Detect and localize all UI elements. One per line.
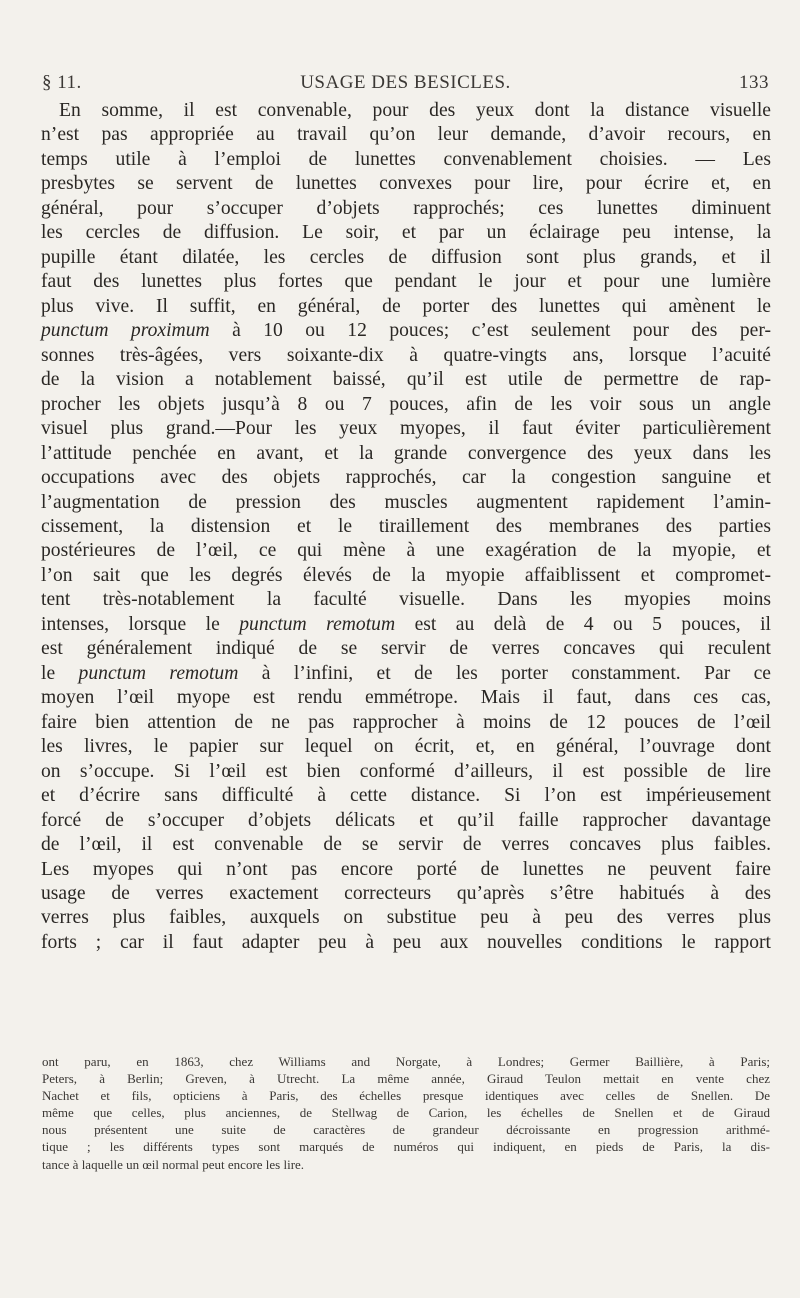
text-line: on s’occupe. Si l’œil est bien conformé d’ailleurs, il est possible de lire (41, 760, 771, 782)
footnote (42, 1053, 770, 1173)
text-line: moyen l’œil myope est rendu emmétrope. Mais il faut, dans ces cas, (41, 687, 771, 709)
text-line: punctum proximum à 10 ou 12 pouces; c’est seulement pour des per- (41, 320, 771, 342)
running-title: USAGE DES BESICLES. (300, 72, 511, 93)
footnote-line: Nachet et fils, opticiens à Paris, des échelles presque identiques avec celles de Snellen. De (42, 1088, 770, 1104)
text-line: Les myopes qui n’ont pas encore porté de lunettes ne peuvent faire (41, 858, 771, 880)
text-line: de l’œil, il est convenable de se servir de verres concaves plus faibles. (41, 834, 771, 856)
text-line: cissement, la distension et le tiraillement des membranes des parties (41, 515, 771, 537)
running-head (42, 72, 769, 98)
text-line: faire bien attention de ne pas rapprocher à moins de 12 pouces de l’œil (41, 711, 771, 733)
text-line: le punctum remotum à l’infini, et de les porter constamment. Par ce (41, 662, 772, 684)
footnote-line: même que celles, plus anciennes, de Stellwag de Carion, les échelles de Snellen et de Giraud (42, 1105, 770, 1121)
text-line: visuel plus grand.—Pour les yeux myopes, il faut éviter particulièrement (41, 418, 771, 440)
text-line: l’on sait que les degrés élevés de la myopie affaiblissent et compromet- (41, 564, 771, 586)
text-line: de la vision a notablement baissé, qu’il est utile de permettre de rap- (41, 369, 771, 391)
footnote-line: tique ; les différents types sont marqués de numéros qui indiquent, en pieds de Paris, la dis- (42, 1139, 770, 1155)
main-paragraph (41, 99, 771, 955)
text-line: l’attitude penchée en avant, et la grande convergence des yeux dans les (41, 442, 771, 464)
text-line: postérieures de l’œil, ce qui mène à une exagération de la myopie, et (41, 540, 771, 562)
text-line: forcé de s’occuper d’objets délicats et qu’il faille rapprocher davantage (41, 809, 771, 831)
text-line: les cercles de diffusion. Le soir, et par un éclairage peu intense, la (41, 222, 771, 244)
text-line: n’est pas appropriée au travail qu’on leur demande, d’avoir recours, en (41, 124, 771, 146)
section-number: § 11. (42, 72, 82, 93)
text-line: forts ; car il faut adapter peu à peu aux nouvelles conditions le rapport (41, 931, 771, 953)
text-line: général, pour s’occuper d’objets rapprochés; ces lunettes diminuent (41, 197, 771, 219)
text-line: occupations avec des objets rapprochés, car la congestion sanguine et (41, 467, 771, 489)
text-line: les livres, le papier sur lequel on écrit, et, en général, l’ouvrage dont (41, 736, 771, 758)
page-number: 133 (739, 72, 769, 93)
text-line: En somme, il est convenable, pour des yeux dont la distance visuelle (59, 100, 771, 121)
text-line: usage de verres exactement correcteurs qu’après s’être habitués à des (41, 883, 771, 904)
text-line: pupille étant dilatée, les cercles de diffusion sont plus grands, et il (41, 246, 771, 268)
footnote-line: nous présentent une suite de caractères de grandeur décroissante en progression arithmé- (42, 1122, 770, 1138)
text-line: verres plus faibles, auxquels on substitue peu à peu des verres plus (41, 907, 771, 929)
text-line: est généralement indiqué de se servir de verres concaves qui reculent (41, 638, 771, 660)
text-line: plus vive. Il suffit, en général, de porter des lunettes qui amènent le (41, 295, 771, 317)
text-line: procher les objets jusqu’à 8 ou 7 pouces, afin de les voir sous un angle (41, 393, 771, 415)
text-line: l’augmentation de pression des muscles augmentent rapidement l’amin- (41, 491, 771, 513)
footnote-line: ont paru, en 1863, chez Williams and Norgate, à Londres; Germer Baillière, à Paris; (42, 1054, 770, 1069)
text-line: et d’écrire sans difficulté à cette distance. Si l’on est impérieusement (41, 785, 771, 807)
text-line: presbytes se servent de lunettes convexes pour lire, pour écrire et, en (41, 173, 771, 195)
text-line: faut des lunettes plus fortes que pendant le jour et pour une lumière (41, 271, 771, 293)
footnote-line: Peters, à Berlin; Greven, à Utrecht. La même année, Giraud Teulon mettait en vente chez (42, 1071, 770, 1087)
text-line: sonnes très-âgées, vers soixante-dix à quatre-vingts ans, lorsque l’acuité (41, 344, 771, 366)
text-line: intenses, lorsque le punctum remotum est au delà de 4 ou 5 pouces, il (41, 613, 772, 635)
footnote-line: tance à laquelle un œil normal peut encore les lire. (42, 1156, 305, 1172)
text-line: temps utile à l’emploi de lunettes convenablement choisies. — Les (41, 148, 771, 170)
text-line: tent très-notablement la faculté visuelle. Dans les myopies moins (41, 589, 771, 611)
